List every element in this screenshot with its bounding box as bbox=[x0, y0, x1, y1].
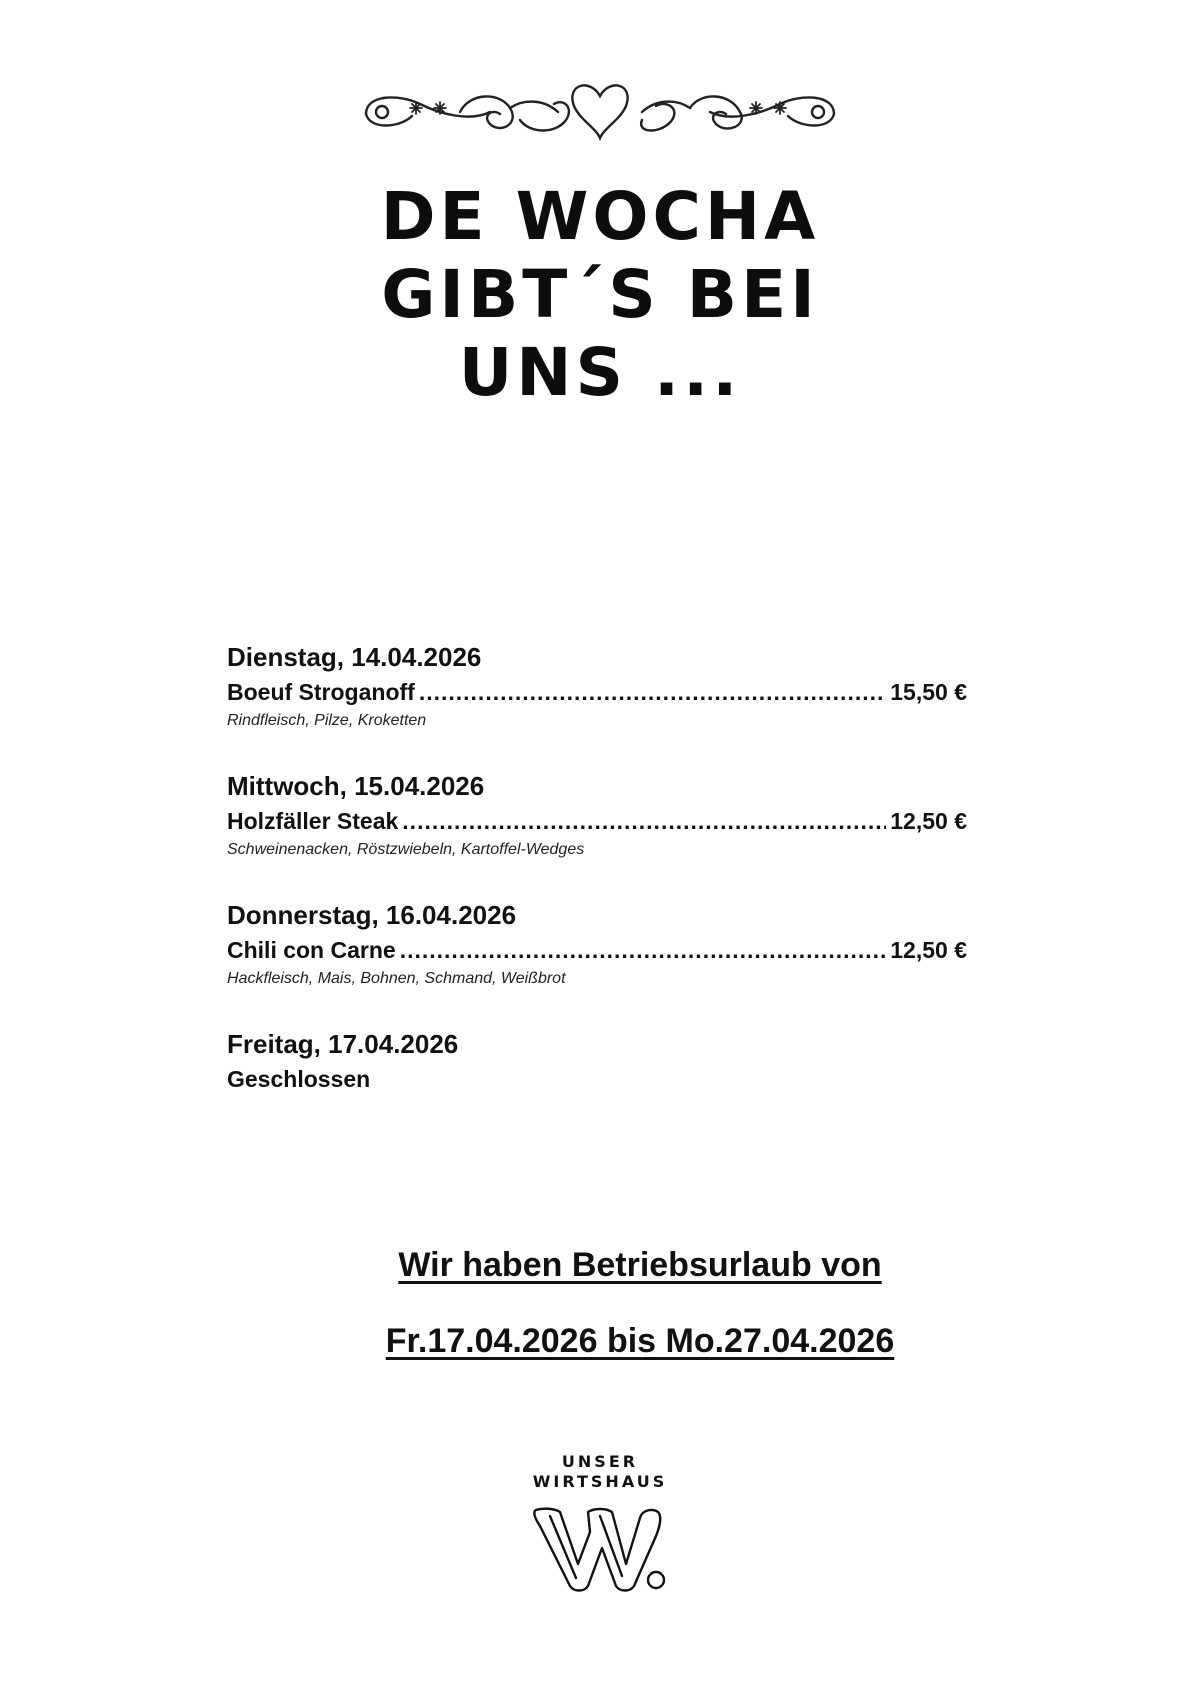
weekly-menu bbox=[227, 640, 967, 1134]
logo-line-2: WIRTSHAUS bbox=[532, 1472, 668, 1491]
dish-name: Chili con Carne bbox=[227, 937, 396, 963]
logo-line-1: UNSER bbox=[561, 1452, 639, 1471]
menu-day-wednesday bbox=[227, 769, 967, 861]
dish-description: Hackfleisch, Mais, Bohnen, Schmand, Weißbrot bbox=[227, 970, 566, 987]
dish-price: 12,50 € bbox=[890, 937, 967, 963]
restaurant-logo bbox=[520, 1452, 680, 1594]
dish-name: Holzfäller Steak bbox=[227, 808, 399, 834]
menu-day-thursday bbox=[227, 898, 967, 990]
dot-leader bbox=[400, 932, 887, 968]
menu-day-tuesday bbox=[227, 640, 967, 732]
dot-leader bbox=[419, 674, 886, 710]
dish-description: Schweinenacken, Röstzwiebeln, Kartoffel-Wedges bbox=[227, 841, 585, 858]
title-line-1: DE WOCHA bbox=[380, 178, 820, 255]
dish-name: Boeuf Stroganoff bbox=[227, 679, 415, 705]
day-title: Dienstag, 14.04.2026 bbox=[227, 642, 482, 672]
day-title: Mittwoch, 15.04.2026 bbox=[227, 771, 485, 801]
day-title: Donnerstag, 16.04.2026 bbox=[227, 900, 517, 930]
dish-price: 15,50 € bbox=[890, 679, 967, 705]
dish-row bbox=[227, 932, 967, 968]
title-line-2: GIBT´S BEI bbox=[381, 256, 819, 333]
page-title bbox=[300, 178, 900, 412]
holiday-notice-line-2: Fr.17.04.2026 bis Mo.27.04.2026 bbox=[385, 1322, 895, 1360]
dot-leader bbox=[402, 803, 886, 839]
dish-description: Rindfleisch, Pilze, Kroketten bbox=[227, 712, 427, 729]
decorative-ornament bbox=[360, 72, 840, 144]
menu-day-friday bbox=[227, 1027, 967, 1097]
dish-row bbox=[227, 803, 967, 839]
logo-w-mark bbox=[530, 1502, 670, 1594]
day-title: Freitag, 17.04.2026 bbox=[227, 1029, 459, 1059]
holiday-notice-line-1: Wir haben Betriebsurlaub von bbox=[398, 1246, 882, 1284]
closed-label-row bbox=[227, 1061, 967, 1097]
dish-row bbox=[227, 674, 967, 710]
dish-price: 12,50 € bbox=[890, 808, 967, 834]
closed-label: Geschlossen bbox=[227, 1066, 371, 1092]
title-line-3: UNS ... bbox=[458, 334, 742, 411]
